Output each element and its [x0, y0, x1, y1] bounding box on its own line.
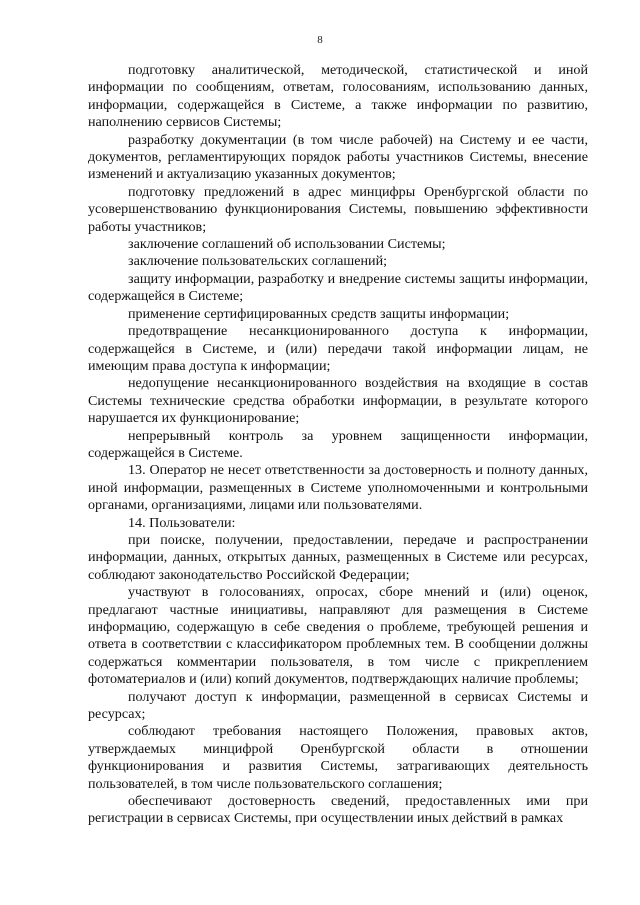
- paragraph: недопущение несанкционированного воздействия на входящие в состав Системы технические средства обработки информации, в результате которого нарушается их функционирование;: [88, 375, 588, 427]
- paragraph: получают доступ к информации, размещенной в сервисах Системы и ресурсах;: [88, 688, 588, 723]
- paragraph: применение сертифицированных средств защиты информации;: [128, 305, 510, 322]
- page-number: 8: [317, 34, 323, 46]
- paragraph: подготовку аналитической, методической, статистической и иной информации по сообщениям, ответам, голосованиям, использованию данных, информации, содержащейся в Системе, а также информации по развитию, наполнению сервисов Системы;: [88, 62, 588, 131]
- paragraph: непрерывный контроль за уровнем защищенности информации, содержащейся в Системе.: [88, 427, 588, 461]
- paragraph: разработку документации (в том числе рабочей) на Систему и ее части, документов, регламентирующих порядок работы участников Системы, внесение изменений и актуализацию указанных документов;: [88, 131, 588, 183]
- paragraph: предотвращение несанкционированного доступа к информации, содержащейся в Системе, и (или) передачи такой информации лицам, не имеющим права доступа к информации;: [88, 323, 588, 374]
- paragraph: заключение соглашений об использовании Системы;: [128, 236, 446, 253]
- paragraph: участвуют в голосованиях, опросах, сборе мнений и (или) оценок, предлагают частные инициативы, направляют для размещения в Системе информацию, содержащую в себе сведения о проблеме, требующей решения и ответа в соответствии с классификатором проблемных тем. В сообщении должны содержаться комментарии пользователя, в том числе с прикреплением фотоматериалов и (или) копий документов, подтверждающих наличие проблемы;: [88, 584, 588, 688]
- paragraph: подготовку предложений в адрес минцифры Оренбургской области по усовершенствованию функционирования Системы, повышению эффективности работы участников;: [88, 183, 588, 235]
- document-body: [88, 62, 588, 828]
- paragraph: соблюдают требования настоящего Положения, правовых актов, утверждаемых минцифрой Оренбургской области в отношении функционирования и развития Системы, затрагивающих деятельность пользователей, в том числе пользовательского соглашения;: [88, 723, 588, 792]
- paragraph: при поиске, получении, предоставлении, передаче и распространении информации, данных, открытых данных, размещенных в Системе или ресурсах, соблюдают законодательство Российской Федерации;: [88, 531, 588, 583]
- paragraph: обеспечивают достоверность сведений, предоставленных ими при регистрации в сервисах Системы, при осуществлении иных действий в рамках: [88, 793, 588, 827]
- paragraph: заключение пользовательских соглашений;: [128, 253, 388, 270]
- paragraph: защиту информации, разработку и внедрение системы защиты информации, содержащейся в Системе;: [88, 270, 588, 305]
- section-14-heading: 14. Пользователи:: [128, 514, 236, 531]
- section-13-paragraph: 13. Оператор не несет ответственности за достоверность и полноту данных, иной информации, размещенных в Системе уполномоченными и контрольными органами, организациями, лицами или пользователями.: [88, 462, 588, 514]
